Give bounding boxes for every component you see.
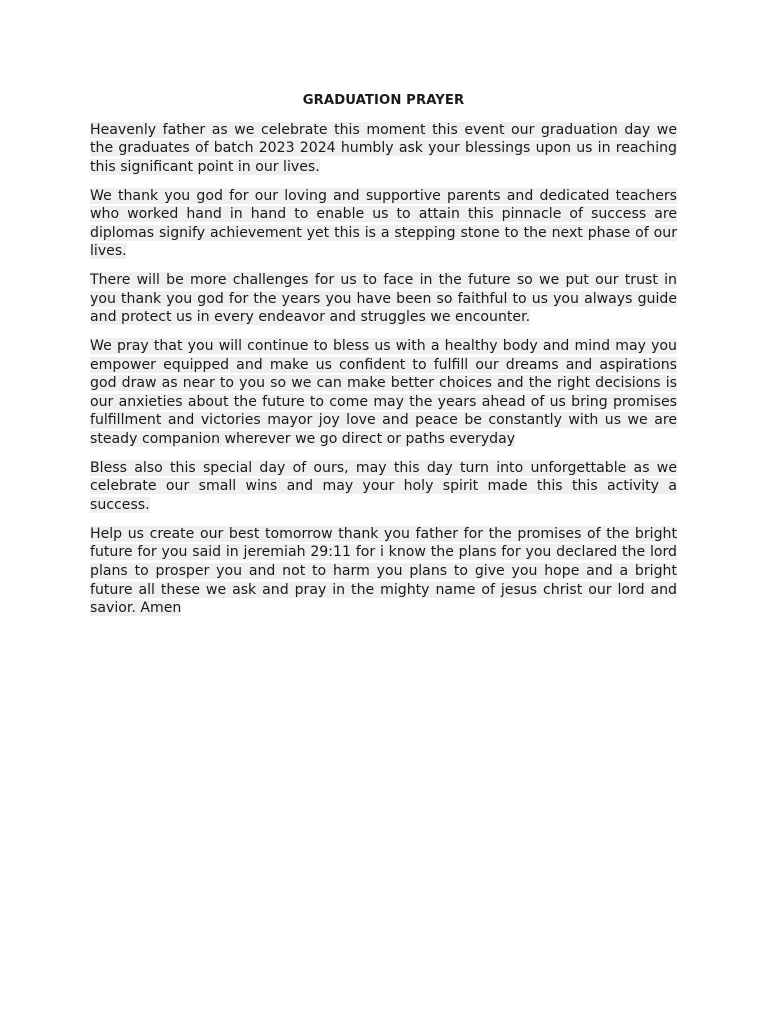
- paragraph-text: There will be more challenges for us to face in the future so we put our trust in you thank you god for the years you have been so faithful to us you always guide and protect us in every endeavor and struggles we encounter.: [90, 272, 677, 326]
- document-title: GRADUATION PRAYER: [302, 93, 465, 108]
- document-page: [90, 92, 677, 628]
- paragraph-5: [90, 459, 677, 515]
- paragraph-text: Help us create our best tomorrow thank you father for the promises of the bright future for you said in jeremiah 29:11 for i know the plans for you declared the lord plans to prosper you and not to harm you plans to give you hope and a bright future all these we ask and pray in the mighty name of jesus christ our lord and savior. Amen: [90, 525, 677, 617]
- paragraph-text: Bless also this special day of ours, may this day turn into unforgettable as we celebrate our small wins and may your holy spirit made this this activity a success.: [90, 459, 677, 514]
- paragraph-text: Heavenly father as we celebrate this moment this event our graduation day we the graduates of batch 2023 2024 humbly ask your blessings upon us in reaching this significant point in our lives.: [90, 121, 677, 175]
- paragraph-text: We thank you god for our loving and supportive parents and dedicated teachers who worked hand in hand to enable us to attain this pinnacle of success are diplomas signify achievement yet this is a stepping stone to the next phase of our lives.: [90, 187, 677, 260]
- paragraph-2: [90, 187, 677, 261]
- paragraph-1: [90, 121, 677, 177]
- paragraph-text: We pray that you will continue to bless us with a healthy body and mind may you empower equipped and make us confident to fulfill our dreams and aspirations god draw as near to you so we can make better choices and the right decisions is our anxieties about the future to come may the years ahead of us bring promises fulfillment and victories mayor joy love and peace be constantly with us we are steady companion wherever we go direct or paths everyday: [90, 338, 677, 448]
- paragraph-4: [90, 337, 677, 449]
- paragraph-3: [90, 271, 677, 327]
- paragraph-6: [90, 525, 677, 618]
